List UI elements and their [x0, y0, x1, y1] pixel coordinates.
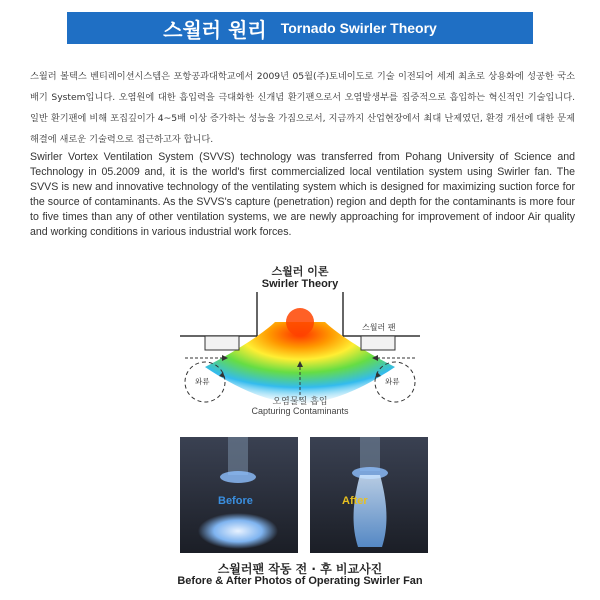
swirler-fan-label: 스월러 팬	[362, 323, 396, 332]
smoke-column	[354, 475, 387, 547]
duct-pipe	[360, 437, 380, 471]
diagram-title-korean: 스월러 이론	[271, 265, 329, 278]
duct-glow	[220, 471, 256, 483]
after-label: After	[342, 495, 368, 507]
intro-english-paragraph: Swirler Vortex Ventilation System (SVVS) technology was transferred from Pohang University of Science and Technology in 05.2009 and, it is the world's first commercialized local ventilation system using Swirler fan. The SVVS is new and innovative technology of the ventilating system which is designed for maximizing suction force for the source of contaminants. As the SVVS's capture (penetration) region and depth for the contaminants is more four to five times than any of other ventilation systems, we are newly approaching for improvement of indoor Air quality and working conditions in various industrial work forces.	[30, 151, 575, 238]
after-photo	[310, 437, 428, 553]
diagram-title-english: Swirler Theory	[261, 278, 339, 290]
right-fan-box	[361, 336, 395, 350]
right-vortex-label: 와류	[385, 377, 400, 386]
title-banner	[67, 12, 533, 44]
duct-pipe	[228, 437, 248, 475]
capture-label-english: Capturing Contaminants	[251, 406, 349, 416]
suction-core	[286, 308, 314, 336]
page-title-english: Tornado Swirler Theory	[280, 20, 437, 36]
page-title-korean: 스월러 원리	[163, 17, 267, 42]
capture-label-korean: 오염물질 흡입	[272, 397, 328, 407]
before-photo	[180, 437, 298, 553]
intro-korean-paragraph: 스월러 볼텍스 벤티레이션시스템은 포항공과대학교에서 2009년 05월(주)토네이도로 기술 이전되어 세계 최초로 상용화에 성공한 국소배기 System입니다. 오염원에 대한 흡입력을 극대화한 신개념 환기팬으로서 오염발생부를 집중적으로 흡입하는 혁신적인 기술입니다. 일반 환기팬에 비해 포집깊이가 4~5배 이상 증가하는 성능을 가짐으로서, 지금까지 산업현장에서 최대 난제였던, 환경 개선에 대한 문제해결에 새로운 기술력으로 접근하고자 합니다.	[30, 71, 575, 145]
before-label: Before	[218, 495, 253, 507]
left-vortex-label: 와류	[195, 377, 210, 386]
left-fan-box	[205, 336, 239, 350]
photo-caption-english: Before & After Photos of Operating Swirler Fan	[177, 575, 423, 587]
photo-caption-korean: 스월러팬 작동 전 · 후 비교사진	[217, 562, 383, 576]
smoke-cloud	[198, 513, 278, 549]
